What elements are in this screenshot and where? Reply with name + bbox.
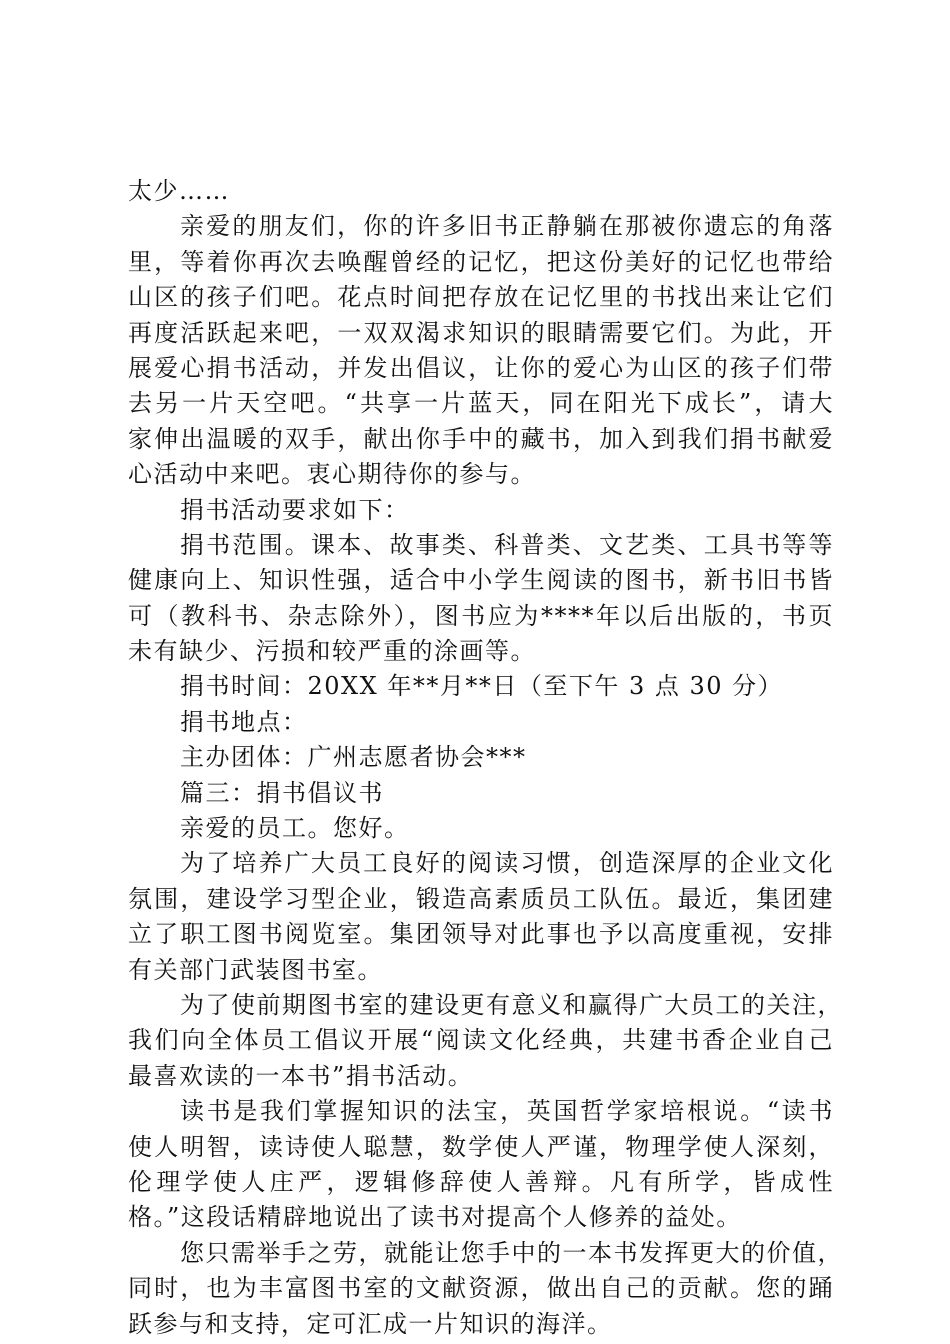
text-line: 捐书活动要求如下： [180, 495, 410, 524]
text-line: 伦理学使人庄严，逻辑修辞使人善辩。凡有所学，皆成性 [128, 1167, 834, 1196]
text-line: 再度活跃起来吧，一双双渴求知识的眼睛需要它们。为此，开 [128, 318, 834, 347]
text-line: 同时，也为丰富图书室的文献资源，做出自己的贡献。您的踊 [128, 1274, 834, 1303]
text-line: 去另一片天空吧。“共享一片蓝天，同在阳光下成长”，请大 [128, 389, 834, 418]
text-line: 太少…… [128, 177, 230, 205]
text-line: 格。”这段话精辟地说出了读书对提高个人修养的益处。 [128, 1203, 742, 1232]
text-line: 跃参与和支持，定可汇成一片知识的海洋。 [128, 1309, 613, 1338]
text-line: 亲爱的朋友们，你的许多旧书正静躺在那被你遗忘的角落 [180, 212, 834, 241]
text-line: 家伸出温暖的双手，献出你手中的藏书，加入到我们捐书献爱 [128, 424, 834, 453]
text-line: 展爱心捐书活动，并发出倡议，让你的爱心为山区的孩子们带 [128, 353, 834, 382]
text-line: 为了使前期图书室的建设更有意义和赢得广大员工的关注， [180, 990, 843, 1019]
text-line: 篇三：捐书倡议书 [180, 778, 384, 807]
text-line: 读书是我们掌握知识的法宝，英国哲学家培根说。“读书 [180, 1097, 834, 1126]
text-line: 亲爱的员工。您好。 [180, 814, 410, 843]
text-line: 氛围，建设学习型企业，锻造高素质员工队伍。最近，集团建 [128, 884, 834, 913]
text-line: 里，等着你再次去唤醒曾经的记忆，把这份美好的记忆也带给 [128, 247, 834, 276]
text-line: 主办团体：广州志愿者协会*** [180, 743, 527, 772]
text-line: 我们向全体员工倡议开展“阅读文化经典，共建书香企业自己 [128, 1026, 834, 1055]
text-line: 有关部门武装图书室。 [128, 955, 383, 984]
text-line: 健康向上、知识性强，适合中小学生阅读的图书，新书旧书皆 [128, 566, 834, 595]
text-line: 使人明智，读诗使人聪慧，数学使人严谨，物理学使人深刻， [128, 1132, 834, 1161]
text-line: 捐书时间：20XX 年**月**日（至下午 3 点 30 分） [180, 672, 784, 701]
text-line: 捐书范围。课本、故事类、科普类、文艺类、工具书等等 [180, 530, 834, 559]
text-line: 立了职工图书阅览室。集团领导对此事也予以高度重视，安排 [128, 920, 834, 949]
text-line: 可（教科书、杂志除外），图书应为****年以后出版的，书页 [128, 601, 834, 630]
text-line: 捐书地点： [180, 707, 308, 736]
document-body [128, 174, 843, 1342]
text-line: 山区的孩子们吧。花点时间把存放在记忆里的书找出来让它们 [128, 283, 834, 312]
text-line: 您只需举手之劳，就能让您手中的一本书发挥更大的价值， [180, 1238, 843, 1267]
text-line: 未有缺少、污损和较严重的涂画等。 [128, 637, 536, 666]
text-line: 最喜欢读的一本书”捐书活动。 [128, 1061, 474, 1090]
text-line: 为了培养广大员工良好的阅读习惯，创造深厚的企业文化 [180, 849, 834, 878]
text-line: 心活动中来吧。衷心期待你的参与。 [128, 460, 536, 489]
